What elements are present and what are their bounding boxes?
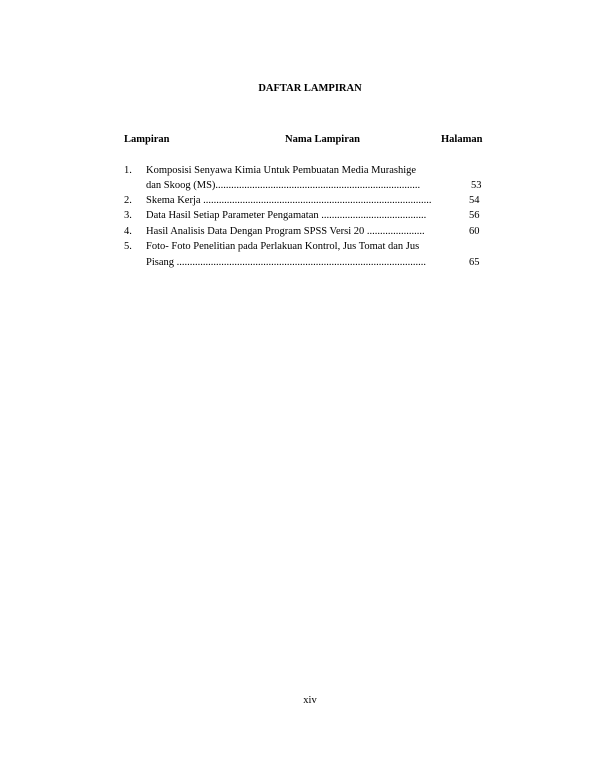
entry-title-line1: Data Hasil Setiap Parameter Pengamatan ........................................: [146, 210, 427, 221]
entry-number: 2.: [124, 195, 132, 206]
entry-number: 1.: [124, 165, 132, 176]
entry-title-line1: Hasil Analisis Data Dengan Program SPSS Versi 20 ......................: [146, 226, 425, 237]
page-title: DAFTAR LAMPIRAN: [258, 83, 362, 94]
header-nama-lampiran: Nama Lampiran: [285, 134, 360, 145]
entry-page: 65: [469, 257, 480, 268]
entry-page: 54: [469, 195, 480, 206]
header-halaman: Halaman: [441, 134, 483, 145]
entry-title-line2: Pisang ...............................................................................................: [146, 257, 427, 268]
entry-number: 3.: [124, 210, 132, 221]
entry-number: 5.: [124, 241, 132, 252]
entry-title-line2: dan Skoog (MS)..............................................................................: [146, 180, 421, 191]
entry-page: 56: [469, 210, 480, 221]
page-number: xiv: [303, 695, 317, 706]
entry-title-line1: Komposisi Senyawa Kimia Untuk Pembuatan Media Murashige: [146, 165, 417, 176]
entry-number: 4.: [124, 226, 132, 237]
entry-page: 53: [471, 180, 482, 191]
header-lampiran: Lampiran: [124, 134, 170, 145]
entry-title-line1: Skema Kerja .......................................................................................: [146, 195, 432, 206]
entry-page: 60: [469, 226, 480, 237]
entry-title-line1: Foto- Foto Penelitian pada Perlakuan Kontrol, Jus Tomat dan Jus: [146, 241, 420, 252]
